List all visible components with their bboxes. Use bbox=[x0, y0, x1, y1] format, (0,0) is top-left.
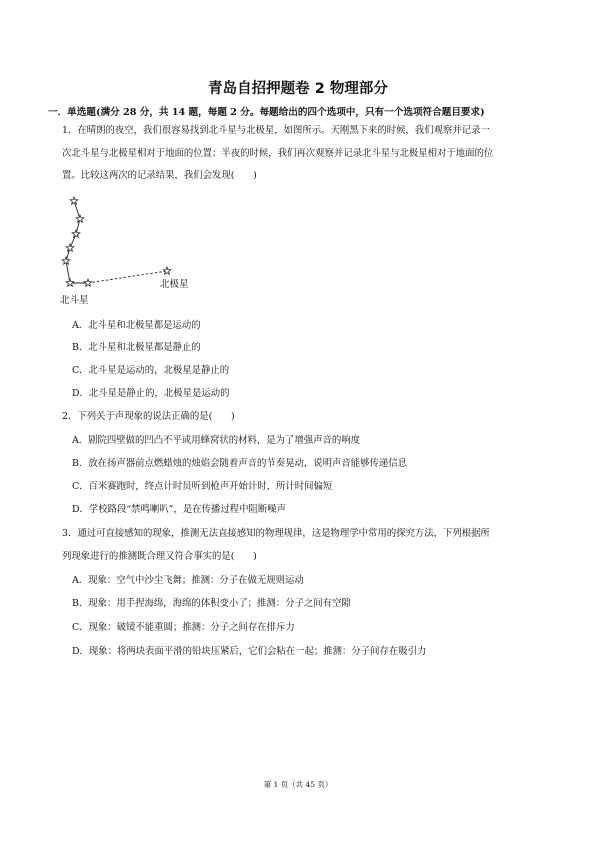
page-title: 青岛自招押题卷 2 物理部分 bbox=[208, 81, 388, 97]
q1-option-d: D．北斗星是静止的，北极星是运动的 bbox=[72, 388, 230, 399]
star-figure bbox=[58, 191, 208, 311]
dipper-star-icon bbox=[62, 257, 70, 264]
q3-stem-line-1: 3．通过可直接感知的现象，推测无法直接感知的物理规律，这是物理学中常用的探究方法，下列根据所 bbox=[62, 528, 490, 539]
q2-option-c: C．百米赛跑时，终点计时员听到枪声开始计时，所计时间偏短 bbox=[72, 481, 333, 492]
page-footer: 第 1 页（共 45 页） bbox=[263, 780, 333, 789]
q3-option-b: B．现象：用手捏海绵，海绵的体积变小了；推测：分子之间有空隙 bbox=[72, 598, 351, 609]
q1-stem-line-1: 1．在晴朗的夜空，我们很容易找到北斗星与北极星，如图所示。天刚黑下来的时候，我们观察并记录一 bbox=[62, 125, 490, 136]
q2-option-d: D．学校路段“禁鸣喇叭”，是在传播过程中阻断噪声 bbox=[72, 504, 286, 515]
q3-option-d: D．现象：将两块表面平滑的铅块压紧后，它们会粘在一起；推测：分子间存在吸引力 bbox=[72, 646, 427, 657]
q2-option-a: A．剧院四壁做的凹凸不平或用蜂窝状的材料，是为了增强声音的响度 bbox=[72, 435, 361, 446]
dipper-star-icon bbox=[72, 230, 80, 237]
q3-option-c: C．现象：破镜不能重圆；推测：分子之间存在排斥力 bbox=[72, 622, 295, 633]
q1-option-b: B．北斗星和北极星都是静止的 bbox=[72, 342, 201, 353]
polaris-label: 北极星 bbox=[160, 279, 189, 290]
dipper-star-icon bbox=[84, 279, 92, 286]
q1-option-c: C．北斗星是运动的，北极星是静止的 bbox=[72, 365, 230, 376]
section-heading: 一．单选题(满分 28 分，共 14 题，每题 2 分。每题给出的四个选项中，只有一个选项符合题目要求) bbox=[48, 107, 485, 118]
big-dipper-outline bbox=[66, 201, 88, 283]
dipper-star-icon bbox=[66, 244, 74, 251]
q2-stem: 2．下列关于声现象的说法正确的是( ) bbox=[62, 411, 235, 422]
q3-stem-line-2: 列现象进行的推测既合理又符合事实的是( ) bbox=[62, 551, 257, 562]
q1-option-a: A．北斗星和北极星都是运动的 bbox=[72, 320, 201, 331]
dipper-star-icon bbox=[76, 215, 84, 222]
q2-option-b: B．放在扬声器前点燃蜡烛的烛焰会随着声音的节奏晃动，说明声音能够传递信息 bbox=[72, 458, 408, 469]
big-dipper-label: 北斗星 bbox=[60, 295, 89, 306]
dipper-star-icon bbox=[66, 279, 74, 286]
q1-stem-line-2: 次北斗星与北极星相对于地面的位置；半夜的时候，我们再次观察并记录北斗星与北极星相对于地面的位 bbox=[62, 148, 494, 159]
q1-stem-line-3: 置。比较这两次的记录结果，我们会发现( ) bbox=[62, 170, 257, 181]
polaris-star-icon bbox=[163, 267, 171, 274]
dipper-star-icon bbox=[70, 197, 78, 204]
q3-option-a: A．现象：空气中沙尘飞舞；推测：分子在做无规则运动 bbox=[72, 575, 304, 586]
pointer-dashed-line bbox=[88, 271, 167, 283]
